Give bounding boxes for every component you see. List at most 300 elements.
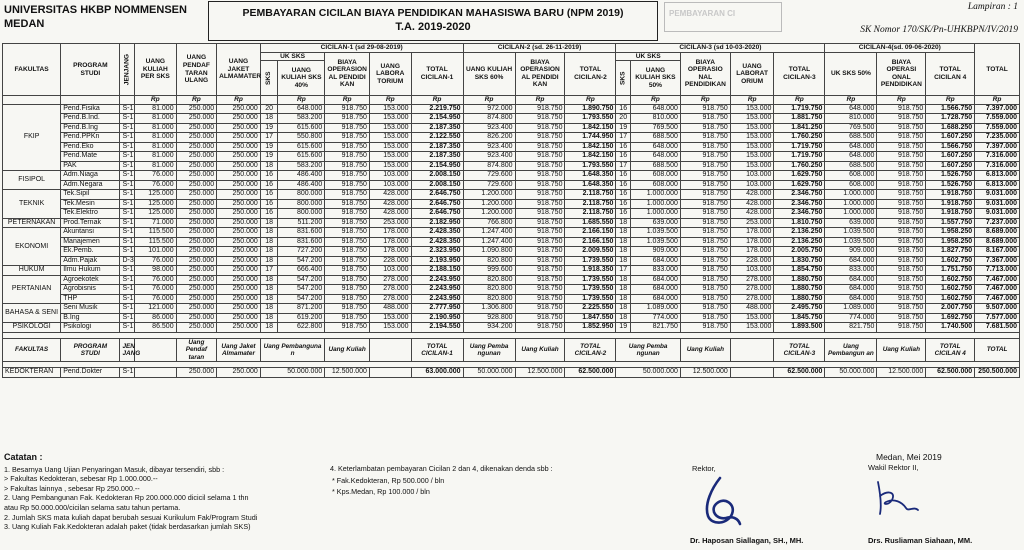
cell-total: 9.507.000 [975, 304, 1020, 314]
cell-total-cicilan-1: 2.193.950 [411, 256, 463, 266]
cell-uang-kuliah-sks-60: 1.200.000 [463, 190, 515, 200]
cell-jenjang: S-1 [120, 275, 135, 285]
cell-uang-lab-3: 228.000 [730, 256, 774, 266]
cell-uang-kuliah-sks-50: 639.000 [630, 218, 680, 228]
kd-total-1: 63.000.000 [411, 368, 463, 378]
cell-jenjang: S-1 [120, 313, 135, 323]
cell-biaya-operasional-1: 918.750 [325, 266, 370, 276]
cell-total-cicilan-4: 1.918.750 [926, 199, 975, 209]
table-row [3, 294, 1020, 304]
cell-total-cicilan-3: 1.629.750 [774, 180, 825, 190]
cell-sks-1: 19 [260, 123, 278, 133]
cell-total-cicilan-1: 2.008.150 [411, 171, 463, 181]
cell-uang-kuliah-sks-40: 831.600 [278, 228, 325, 238]
cell-uang-kuliah-sks-40: 547.200 [278, 285, 325, 295]
cell-uk-sks-50: 774.000 [825, 313, 877, 323]
note-line: atau Rp 50.000.000/cicilan selama satu tahun pertama. [4, 502, 181, 512]
cell-uang-kuliah-sks-60: 874.800 [463, 161, 515, 171]
cell-biaya-operasional-3: 918.750 [680, 199, 730, 209]
kh-uang-pembangunan-4: Uang Pembangun an [825, 338, 877, 362]
cell-biaya-operasional-3: 918.750 [680, 285, 730, 295]
rp-label: Rp [926, 96, 975, 105]
cell-biaya-operasional-1: 918.750 [325, 190, 370, 200]
table-row [3, 285, 1020, 295]
col-fakultas: FAKULTAS [3, 44, 61, 96]
payment-table [2, 43, 1020, 378]
cell-biaya-operasional-2: 918.750 [515, 180, 565, 190]
cell-total-cicilan-1: 2.323.950 [411, 247, 463, 257]
cell-uang-kuliah-per-sks: 125.000 [135, 209, 177, 219]
cell-sks-3: 18 [616, 256, 631, 266]
cell-uang-kuliah-sks-60: 923.400 [463, 152, 515, 162]
rp-label: Rp [278, 96, 325, 105]
note-line: 2. Jumlah SKS mata kuliah dapat berubah sesuai Kurikulum Fak/Program Studi [4, 512, 258, 522]
cell-total-cicilan-3: 1.880.750 [774, 285, 825, 295]
cell-uang-lab-3: 153.000 [730, 104, 774, 114]
cell-sks-1: 18 [260, 247, 278, 257]
cell-total-cicilan-4: 1.607.250 [926, 161, 975, 171]
cell-total-cicilan-4: 1.751.750 [926, 266, 975, 276]
cell-sks-1: 18 [260, 304, 278, 314]
cell-total-cicilan-1: 2.646.750 [411, 190, 463, 200]
cell-uang-lab-1: 178.000 [369, 247, 411, 257]
cell-uang-kuliah-sks-60: 1.200.000 [463, 199, 515, 209]
rp-label: Rp [176, 96, 217, 105]
cell-uang-kuliah-sks-60: 923.400 [463, 123, 515, 133]
cell-total-cicilan-1: 2.187.350 [411, 152, 463, 162]
cell-sks-3: 16 [616, 171, 631, 181]
cell-biaya-operasional-3: 918.750 [680, 228, 730, 238]
col-total-cicilan-4: TOTAL CICILAN 4 [926, 52, 975, 96]
cell-biaya-operasional-2: 918.750 [515, 266, 565, 276]
cell-uang-lab-3: 428.000 [730, 190, 774, 200]
cell-biaya-operasional-4: 918.750 [877, 313, 926, 323]
kd-jaket: 250.000 [217, 368, 261, 378]
cell-uang-lab-3: 278.000 [730, 285, 774, 295]
cell-jenjang: S-1 [120, 133, 135, 143]
cell-uang-kuliah-sks-60: 766.800 [463, 218, 515, 228]
cell-biaya-operasional-2: 918.750 [515, 294, 565, 304]
kh-total-cicilan-2: TOTAL CICILAN-2 [565, 338, 616, 362]
kd-kuliah-2: 12.500.000 [515, 368, 565, 378]
rektor-name: Dr. Haposan Siallagan, SH., MH. [690, 536, 804, 545]
cell-sks-3: 18 [616, 294, 631, 304]
rp-label: Rp [825, 96, 877, 105]
cell-sks-3: 16 [616, 180, 631, 190]
cell-uk-sks-50: 833.000 [825, 266, 877, 276]
cell-sks-3: 18 [616, 237, 631, 247]
cell-sks-3: 18 [616, 304, 631, 314]
kh-total-cicilan-1: TOTAL CICILAN-1 [411, 338, 463, 362]
cell-uang-lab-3: 153.000 [730, 133, 774, 143]
cell-total: 7.397.000 [975, 104, 1020, 114]
cell-total-cicilan-4: 1.602.750 [926, 294, 975, 304]
table-row [3, 304, 1020, 314]
cell-uang-kuliah-sks-50: 684.000 [630, 285, 680, 295]
cell-total-cicilan-4: 1.728.750 [926, 114, 975, 124]
cell-uang-kuliah-sks-50: 1.000.000 [630, 199, 680, 209]
table-row [3, 114, 1020, 124]
kh-program-studi: PROGRAM STUDI [61, 338, 120, 362]
cell-uang-kuliah-sks-50: 810.000 [630, 114, 680, 124]
cell-sks-1: 18 [260, 256, 278, 266]
cell-total-cicilan-3: 2.495.750 [774, 304, 825, 314]
fakultas-cell: PETERNAKAN [3, 218, 61, 228]
cell-total: 7.237.000 [975, 218, 1020, 228]
cell-biaya-operasional-2: 918.750 [515, 313, 565, 323]
col-biaya-operasional-4: BIAYA OPERASI ONAL PENDIDIKAN [877, 52, 926, 96]
cell-biaya-operasional-3: 918.750 [680, 275, 730, 285]
cell-total-cicilan-2: 1.890.750 [565, 104, 616, 114]
cell-uang-kuliah-sks-60: 729.600 [463, 180, 515, 190]
cell-total-cicilan-1: 2.122.550 [411, 133, 463, 143]
cell-prodi: Adm.Negara [61, 180, 120, 190]
cell-total-cicilan-1: 2.187.350 [411, 123, 463, 133]
table-row [3, 123, 1020, 133]
cell-biaya-operasional-4: 918.750 [877, 123, 926, 133]
cell-prodi: Pend.PPKn [61, 133, 120, 143]
bleed-through-text: PEMBAYARAN CI [664, 2, 782, 32]
cell-uang-lab-3: 428.000 [730, 209, 774, 219]
cell-uang-kuliah-sks-40: 583.200 [278, 161, 325, 171]
cell-uang-kuliah-sks-50: 1.039.500 [630, 228, 680, 238]
cell-uk-sks-50: 608.000 [825, 180, 877, 190]
cell-uang-kuliah-sks-60: 820.800 [463, 275, 515, 285]
cell-uang-kuliah-sks-50: 1.000.000 [630, 190, 680, 200]
cell-jenjang: S-1 [120, 161, 135, 171]
cell-biaya-operasional-3: 918.750 [680, 161, 730, 171]
cell-uang-jaket: 250.000 [217, 304, 261, 314]
cell-biaya-operasional-3: 918.750 [680, 142, 730, 152]
fakultas-cell: HUKUM [3, 266, 61, 276]
document-title-box [208, 1, 658, 41]
kh-uang-kuliah-3: Uang Kuliah [680, 338, 730, 362]
cell-uang-kuliah-per-sks: 71.000 [135, 218, 177, 228]
cell-biaya-operasional-1: 918.750 [325, 275, 370, 285]
cell-total-cicilan-4: 1.602.750 [926, 275, 975, 285]
cell-total: 8.167.000 [975, 247, 1020, 257]
cell-prodi: Pend.Mate [61, 152, 120, 162]
cell-uang-lab-3: 253.000 [730, 218, 774, 228]
cell-uang-jaket: 250.000 [217, 266, 261, 276]
cell-prodi: Psikologi [61, 323, 120, 333]
cell-uang-jaket: 250.000 [217, 209, 261, 219]
cell-total: 7.467.000 [975, 275, 1020, 285]
cell-biaya-operasional-4: 918.750 [877, 294, 926, 304]
cell-biaya-operasional-4: 918.750 [877, 190, 926, 200]
cell-uang-kuliah-per-sks: 76.000 [135, 256, 177, 266]
cell-prodi: Pend.B.Ing [61, 123, 120, 133]
cell-jenjang: S-1 [120, 104, 135, 114]
cell-uang-lab-1: 178.000 [369, 237, 411, 247]
cell-biaya-operasional-4: 918.750 [877, 180, 926, 190]
cell-sks-1: 17 [260, 266, 278, 276]
cell-total: 7.397.000 [975, 142, 1020, 152]
cell-uang-jaket: 250.000 [217, 123, 261, 133]
cell-uang-kuliah-sks-40: 831.600 [278, 237, 325, 247]
kh-uang-kuliah-4: Uang Kuliah [877, 338, 926, 362]
cell-uk-sks-50: 1.089.000 [825, 304, 877, 314]
cell-jenjang: S-1 [120, 266, 135, 276]
cell-uang-pendaftaran: 250.000 [176, 123, 217, 133]
cell-total-cicilan-3: 1.893.500 [774, 323, 825, 333]
cell-uang-kuliah-sks-50: 769.500 [630, 123, 680, 133]
cell-uk-sks-50: 684.000 [825, 275, 877, 285]
cell-total: 7.559.000 [975, 114, 1020, 124]
cell-prodi: Seni Musik [61, 304, 120, 314]
cell-uang-kuliah-per-sks: 86.000 [135, 313, 177, 323]
university-name: UNIVERSITAS HKBP NOMMENSEN [4, 4, 187, 16]
table-row [3, 275, 1020, 285]
cell-total-cicilan-1: 2.243.950 [411, 285, 463, 295]
cell-biaya-operasional-2: 918.750 [515, 171, 565, 181]
cell-biaya-operasional-1: 918.750 [325, 247, 370, 257]
cell-uang-lab-1: 278.000 [369, 275, 411, 285]
cell-uang-kuliah-sks-40: 622.800 [278, 323, 325, 333]
cell-total-cicilan-2: 1.842.150 [565, 142, 616, 152]
cell-total-cicilan-1: 2.154.950 [411, 114, 463, 124]
cell-total: 7.559.000 [975, 123, 1020, 133]
cell-biaya-operasional-1: 918.750 [325, 104, 370, 114]
cell-uang-pendaftaran: 250.000 [176, 266, 217, 276]
cell-uang-pendaftaran: 250.000 [176, 256, 217, 266]
table-row [3, 313, 1020, 323]
cell-total-cicilan-2: 1.739.550 [565, 275, 616, 285]
cell-biaya-operasional-3: 918.750 [680, 323, 730, 333]
wakil-rektor-label: Wakil Rektor II, [868, 463, 919, 472]
col-uang-kuliah-sks-50: UANG KULIAH SKS 50% [630, 61, 680, 96]
cell-uk-sks-50: 810.000 [825, 114, 877, 124]
cell-total-cicilan-4: 1.958.250 [926, 237, 975, 247]
kd-pembangunan-2: 50.000.000 [463, 368, 515, 378]
cell-total-cicilan-3: 2.136.250 [774, 228, 825, 238]
cell-biaya-operasional-4: 918.750 [877, 218, 926, 228]
cell-sks-1: 20 [260, 104, 278, 114]
notes-section [4, 453, 257, 532]
cell-sks-3: 18 [616, 313, 631, 323]
rp-label: Rp [565, 96, 616, 105]
cell-uang-kuliah-per-sks: 125.000 [135, 190, 177, 200]
cell-uang-kuliah-per-sks: 76.000 [135, 285, 177, 295]
cell-uang-kuliah-per-sks: 81.000 [135, 142, 177, 152]
cell-uang-jaket: 250.000 [217, 313, 261, 323]
cell-total-cicilan-2: 2.225.550 [565, 304, 616, 314]
cell-total: 6.813.000 [975, 180, 1020, 190]
rektor-signature [682, 474, 762, 530]
cell-uang-kuliah-sks-50: 684.000 [630, 294, 680, 304]
kh-uang-pembangunan-1: Uang Pembanguna n [260, 338, 324, 362]
city: MEDAN [4, 18, 45, 30]
cell-uang-lab-3: 103.000 [730, 266, 774, 276]
cell-biaya-operasional-2: 918.750 [515, 237, 565, 247]
cell-uang-kuliah-per-sks: 115.500 [135, 228, 177, 238]
cell-total-cicilan-4: 1.566.750 [926, 104, 975, 114]
cell-total-cicilan-1: 2.188.150 [411, 266, 463, 276]
cell-total-cicilan-2: 1.648.350 [565, 180, 616, 190]
cell-total-cicilan-3: 1.880.750 [774, 275, 825, 285]
cell-uang-kuliah-per-sks: 125.000 [135, 199, 177, 209]
cell-biaya-operasional-4: 918.750 [877, 228, 926, 238]
kh-total-cicilan-3: TOTAL CICILAN-3 [774, 338, 825, 362]
fakultas-cell: BAHASA & SENI [3, 304, 61, 323]
kd-total: 250.500.000 [975, 368, 1020, 378]
cell-uang-pendaftaran: 250.000 [176, 209, 217, 219]
cell-total: 7.235.000 [975, 133, 1020, 143]
cell-total-cicilan-2: 1.793.550 [565, 161, 616, 171]
kd-pembangunan-4: 50.000.000 [825, 368, 877, 378]
cell-jenjang: S-1 [120, 142, 135, 152]
cell-biaya-operasional-1: 918.750 [325, 161, 370, 171]
cell-jenjang: S-1 [120, 237, 135, 247]
cell-uk-sks-50: 1.000.000 [825, 209, 877, 219]
cell-uang-lab-1: 153.000 [369, 152, 411, 162]
cell-total: 7.316.000 [975, 152, 1020, 162]
cell-sks-1: 18 [260, 275, 278, 285]
cell-uang-pendaftaran: 250.000 [176, 275, 217, 285]
cell-uk-sks-50: 648.000 [825, 104, 877, 114]
cell-total: 7.316.000 [975, 161, 1020, 171]
cell-uang-kuliah-sks-40: 547.200 [278, 294, 325, 304]
table-header [3, 44, 1020, 105]
cell-uang-kuliah-sks-40: 800.000 [278, 199, 325, 209]
cell-biaya-operasional-4: 918.750 [877, 133, 926, 143]
col-total: TOTAL [975, 44, 1020, 96]
cell-total-cicilan-3: 1.719.750 [774, 142, 825, 152]
cell-uang-kuliah-per-sks: 101.000 [135, 247, 177, 257]
rp-label: Rp [325, 96, 370, 105]
cell-total-cicilan-4: 1.557.750 [926, 218, 975, 228]
cell-uang-kuliah-sks-40: 615.600 [278, 152, 325, 162]
cell-uang-kuliah-sks-40: 511.200 [278, 218, 325, 228]
cell-uang-pendaftaran: 250.000 [176, 133, 217, 143]
cell-biaya-operasional-4: 918.750 [877, 275, 926, 285]
cell-biaya-operasional-4: 918.750 [877, 142, 926, 152]
cell-biaya-operasional-3: 918.750 [680, 171, 730, 181]
cell-prodi: Tek.Elektro [61, 209, 120, 219]
cell-uang-kuliah-sks-60: 923.400 [463, 142, 515, 152]
cell-uang-kuliah-sks-60: 1.247.400 [463, 228, 515, 238]
cell-uang-lab-1: 153.000 [369, 133, 411, 143]
col-uang-kuliah-sks-40: UANG KULIAH SKS 40% [278, 61, 325, 96]
cell-biaya-operasional-1: 918.750 [325, 123, 370, 133]
cell-uk-sks-50: 909.000 [825, 247, 877, 257]
cell-sks-1: 18 [260, 285, 278, 295]
cell-uang-kuliah-sks-50: 1.039.500 [630, 237, 680, 247]
cell-total-cicilan-1: 2.646.750 [411, 199, 463, 209]
cell-total-cicilan-1: 2.190.950 [411, 313, 463, 323]
kd-pembangunan-1: 50.000.000 [260, 368, 324, 378]
cell-biaya-operasional-1: 918.750 [325, 114, 370, 124]
cell-jenjang: S-1 [120, 323, 135, 333]
cell-uang-lab-1: 278.000 [369, 294, 411, 304]
cell-total-cicilan-3: 1.760.250 [774, 161, 825, 171]
table-row [3, 161, 1020, 171]
cell-biaya-operasional-2: 918.750 [515, 323, 565, 333]
cell-uang-kuliah-sks-50: 821.750 [630, 323, 680, 333]
cell-biaya-operasional-1: 918.750 [325, 285, 370, 295]
cell-uang-lab-3: 153.000 [730, 152, 774, 162]
cell-uang-kuliah-sks-50: 1.000.000 [630, 209, 680, 219]
cell-total-cicilan-3: 1.880.750 [774, 294, 825, 304]
cell-uang-pendaftaran: 250.000 [176, 114, 217, 124]
sub-uk-sks-1: UK SKS [260, 52, 324, 61]
cell-total-cicilan-2: 1.739.550 [565, 256, 616, 266]
kh-uang-pembangunan-3: Uang Pemba ngunan [616, 338, 680, 362]
cell-total-cicilan-2: 1.739.550 [565, 294, 616, 304]
cell-uang-kuliah-per-sks: 81.000 [135, 104, 177, 114]
cell-uang-kuliah-sks-50: 688.500 [630, 133, 680, 143]
cell-total-cicilan-1: 2.243.950 [411, 294, 463, 304]
cell-uang-kuliah-sks-60: 826.200 [463, 133, 515, 143]
cell-uang-jaket: 250.000 [217, 152, 261, 162]
cell-uang-kuliah-sks-40: 800.000 [278, 190, 325, 200]
cell-uang-lab-1: 153.000 [369, 142, 411, 152]
cell-total-cicilan-2: 2.166.150 [565, 228, 616, 238]
table-row [3, 237, 1020, 247]
cell-total-cicilan-3: 1.841.250 [774, 123, 825, 133]
cell-uang-lab-3: 153.000 [730, 161, 774, 171]
cell-biaya-operasional-2: 918.750 [515, 133, 565, 143]
kh-uang-pendaftaran: Uang Pendaf taran [176, 338, 217, 362]
cell-total-cicilan-4: 1.602.750 [926, 285, 975, 295]
kd-kuliah-3: 12.500.000 [680, 368, 730, 378]
col-uk-sks-50: UK SKS 50% [825, 52, 877, 96]
cell-prodi: Pend.B.Ind. [61, 114, 120, 124]
cell-uang-lab-1: 253.000 [369, 218, 411, 228]
kd-kuliah-1: 12.500.000 [325, 368, 370, 378]
cell-biaya-operasional-2: 918.750 [515, 304, 565, 314]
cell-uang-kuliah-sks-50: 909.000 [630, 247, 680, 257]
cell-uang-lab-1: 178.000 [369, 228, 411, 238]
cell-total: 9.031.000 [975, 190, 1020, 200]
cell-biaya-operasional-4: 918.750 [877, 161, 926, 171]
cell-total-cicilan-4: 2.007.750 [926, 304, 975, 314]
cell-uang-pendaftaran: 250.000 [176, 171, 217, 181]
col-biaya-operasional-2: BIAYA OPERASION AL PENDIDI KAN [515, 52, 565, 96]
cell-uang-jaket: 250.000 [217, 275, 261, 285]
cell-uang-kuliah-sks-50: 648.000 [630, 152, 680, 162]
table-row [3, 228, 1020, 238]
cell-uang-pendaftaran: 250.000 [176, 104, 217, 114]
cell-uang-lab-1: 278.000 [369, 285, 411, 295]
cell-prodi: Adm.Niaga [61, 171, 120, 181]
cell-total: 9.031.000 [975, 199, 1020, 209]
cell-sks-3: 17 [616, 161, 631, 171]
rp-label: Rp [877, 96, 926, 105]
cell-uang-kuliah-sks-60: 874.800 [463, 114, 515, 124]
rp-label: Rp [515, 96, 565, 105]
note-line: * Kps.Medan, Rp 100.000 / bln [332, 487, 430, 496]
cell-biaya-operasional-1: 918.750 [325, 152, 370, 162]
cell-uk-sks-50: 688.500 [825, 133, 877, 143]
cell-sks-3: 18 [616, 218, 631, 228]
cell-uang-jaket: 250.000 [217, 218, 261, 228]
cell-sks-1: 16 [260, 180, 278, 190]
table-row [3, 209, 1020, 219]
cell-total: 7.577.000 [975, 313, 1020, 323]
kedokteran-header-row [3, 338, 1020, 362]
cell-total-cicilan-1: 2.428.350 [411, 237, 463, 247]
sub-uk-sks-3: UK SKS [616, 52, 680, 61]
col-total-cicilan-3: TOTAL CICILAN-3 [774, 52, 825, 96]
cell-uang-lab-3: 278.000 [730, 294, 774, 304]
group-cicilan-3: CICILAN-3 (sd 10-03-2020) [616, 44, 825, 53]
cell-biaya-operasional-4: 918.750 [877, 304, 926, 314]
cell-uang-lab-3: 178.000 [730, 228, 774, 238]
cell-biaya-operasional-1: 918.750 [325, 304, 370, 314]
cell-uang-kuliah-sks-50: 1.089.000 [630, 304, 680, 314]
cell-uang-jaket: 250.000 [217, 237, 261, 247]
